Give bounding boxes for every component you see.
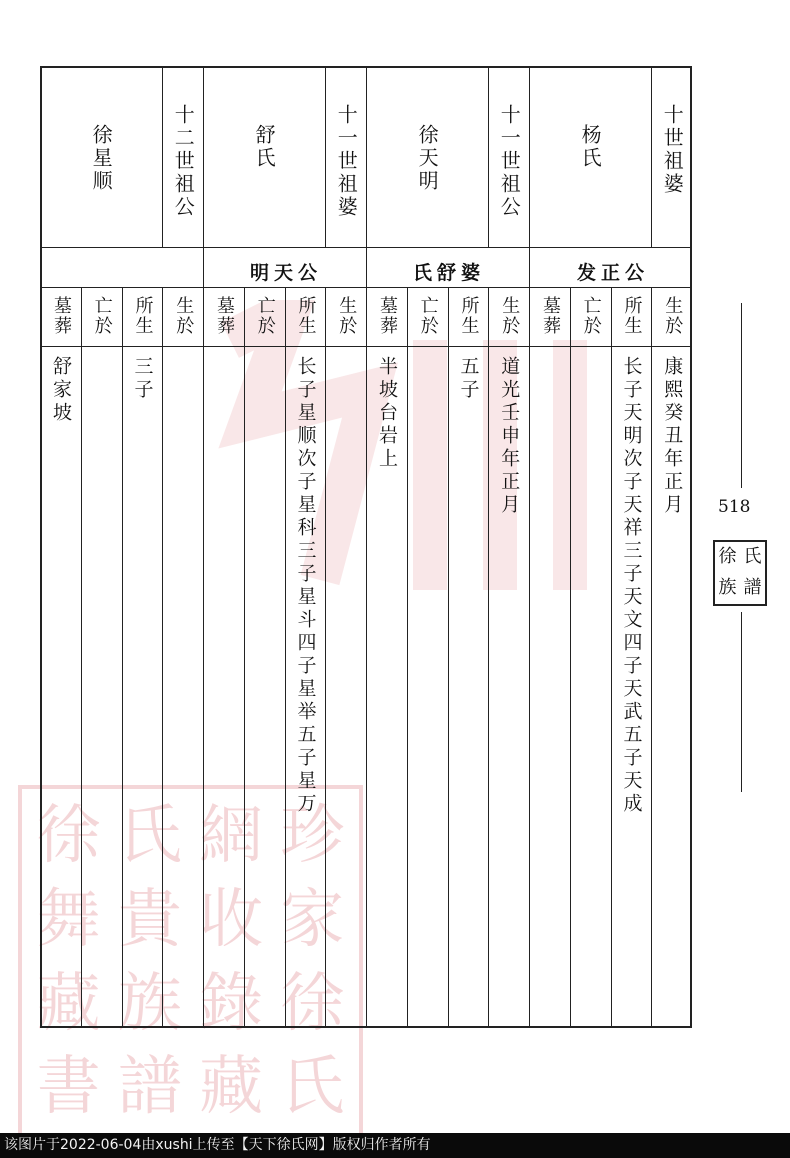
field-label: 亡於	[580, 296, 602, 336]
gen-divider	[162, 66, 163, 247]
generation-title: 十二世祖公	[171, 104, 196, 219]
group-divider	[203, 66, 204, 1028]
generation-title: 十一世祖婆	[334, 104, 359, 219]
field-label: 生於	[499, 296, 521, 336]
gen-divider	[488, 66, 489, 247]
spouse-label-1: 发正公	[577, 262, 650, 284]
page-number: 518	[718, 497, 751, 517]
field-label: 墓葬	[540, 296, 561, 336]
field-value: 三子	[131, 356, 154, 402]
person-name: 徐天明	[415, 124, 440, 193]
side-logo	[713, 540, 767, 606]
person-name: 徐星顺	[89, 124, 114, 193]
field-value: 五子	[457, 356, 480, 402]
field-value: 长子星顺次子星科三子星斗四子星举五子星万	[294, 356, 317, 816]
margin-rule-top	[741, 303, 742, 488]
field-value: 半坡台岩上	[376, 356, 398, 471]
subcolumn-divider	[651, 287, 652, 1028]
field-label: 亡於	[91, 296, 113, 336]
field-label: 亡於	[417, 296, 439, 336]
side-logo-char: 譜	[743, 577, 762, 598]
subcolumn-divider	[244, 287, 245, 1028]
side-logo-char: 徐	[718, 546, 737, 567]
gen-divider	[325, 66, 326, 247]
generation-title: 十一世祖公	[497, 104, 522, 219]
margin-rule-bottom	[741, 612, 742, 792]
field-label: 亡於	[254, 296, 276, 336]
field-value: 长子天明次子天祥三子天文四子天武五子天成	[620, 356, 643, 816]
seal-glyphs: 徐 氏 網 珍 舞 貴 收 家 藏 族 錄 徐 書 譜 藏 氏	[36, 799, 345, 1125]
gen-divider	[651, 66, 652, 247]
field-label: 所生	[295, 296, 317, 336]
subcolumn-divider	[570, 287, 571, 1028]
side-logo-char: 族	[718, 577, 737, 598]
field-label: 生於	[662, 296, 684, 336]
spouse-label-3: 明天公	[250, 262, 323, 284]
subcolumn-divider	[162, 287, 163, 1028]
subcolumn-divider	[407, 287, 408, 1028]
field-label: 所生	[621, 296, 643, 336]
field-label: 墓葬	[51, 296, 72, 336]
group-divider	[529, 66, 530, 1028]
field-value: 康熙癸丑年正月	[661, 356, 684, 517]
subcolumn-divider	[285, 287, 286, 1028]
side-logo-char: 氏	[743, 546, 762, 567]
field-label: 所生	[458, 296, 480, 336]
group-divider	[366, 66, 367, 1028]
subcolumn-divider	[122, 287, 123, 1028]
upload-footer: 该图片于2022-06-04由xushi上传至【天下徐氏网】版权归作者所有	[0, 1133, 790, 1158]
person-name: 舒氏	[252, 124, 277, 170]
field-label: 墓葬	[377, 296, 398, 336]
subcolumn-divider	[448, 287, 449, 1028]
field-label: 生於	[173, 296, 195, 336]
field-value: 道光壬申年正月	[498, 356, 521, 517]
field-value: 舒家坡	[50, 356, 72, 425]
field-label: 生於	[336, 296, 358, 336]
subcolumn-divider	[611, 287, 612, 1028]
subcolumn-divider	[325, 287, 326, 1028]
person-name: 杨氏	[578, 124, 603, 170]
subcolumn-divider	[81, 287, 82, 1028]
subcolumn-divider	[488, 287, 489, 1028]
field-label: 墓葬	[214, 296, 235, 336]
generation-title: 十世祖婆	[660, 104, 685, 196]
field-label: 所生	[132, 296, 154, 336]
spouse-label-2: 氏舒婆	[413, 262, 486, 284]
